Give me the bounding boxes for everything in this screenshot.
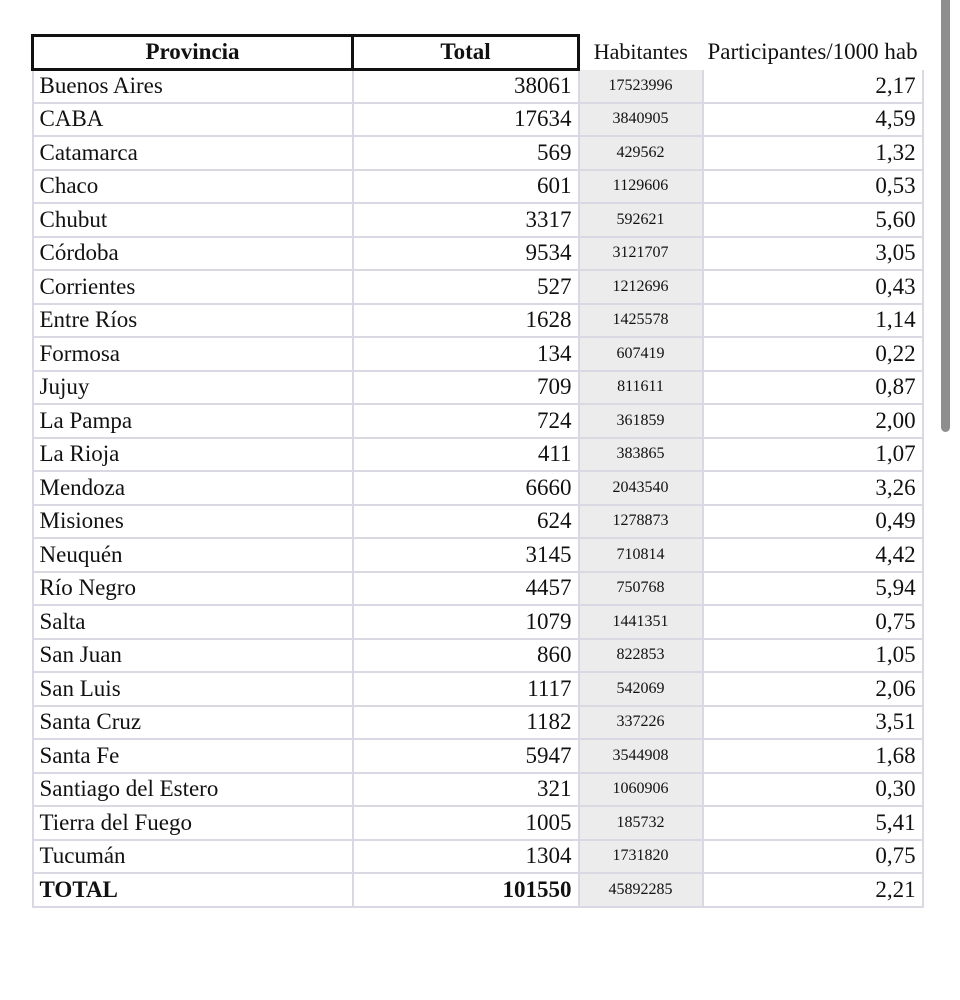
table-row xyxy=(33,572,923,606)
cell-participantes: 1,14 xyxy=(703,304,923,338)
cell-habitantes: 811611 xyxy=(579,371,703,405)
cell-provincia: TOTAL xyxy=(33,873,353,907)
cell-provincia: Santa Cruz xyxy=(33,706,353,740)
cell-habitantes: 1441351 xyxy=(579,605,703,639)
table-row xyxy=(33,639,923,673)
cell-habitantes: 3544908 xyxy=(579,739,703,773)
cell-provincia: Corrientes xyxy=(33,270,353,304)
cell-total: 1182 xyxy=(353,706,579,740)
cell-provincia: San Juan xyxy=(33,639,353,673)
cell-habitantes: 2043540 xyxy=(579,471,703,505)
table-row xyxy=(33,840,923,874)
cell-participantes: 5,41 xyxy=(703,806,923,840)
header-habitantes: Habitantes xyxy=(579,36,703,70)
cell-total: 6660 xyxy=(353,471,579,505)
cell-participantes: 2,06 xyxy=(703,672,923,706)
cell-participantes: 0,49 xyxy=(703,505,923,539)
table-row xyxy=(33,538,923,572)
cell-provincia: Córdoba xyxy=(33,237,353,271)
table-row xyxy=(33,505,923,539)
cell-provincia: Santiago del Estero xyxy=(33,773,353,807)
cell-provincia: Tucumán xyxy=(33,840,353,874)
table-row xyxy=(33,203,923,237)
cell-total: 3145 xyxy=(353,538,579,572)
cell-total: 527 xyxy=(353,270,579,304)
cell-total: 3317 xyxy=(353,203,579,237)
cell-total: 38061 xyxy=(353,69,579,103)
cell-provincia: Formosa xyxy=(33,337,353,371)
cell-total: 601 xyxy=(353,170,579,204)
cell-total: 624 xyxy=(353,505,579,539)
table-row xyxy=(33,605,923,639)
cell-provincia: Salta xyxy=(33,605,353,639)
cell-total: 709 xyxy=(353,371,579,405)
cell-provincia: Misiones xyxy=(33,505,353,539)
cell-habitantes: 1212696 xyxy=(579,270,703,304)
cell-total: 321 xyxy=(353,773,579,807)
cell-participantes: 0,30 xyxy=(703,773,923,807)
cell-participantes: 2,21 xyxy=(703,873,923,907)
cell-habitantes: 1278873 xyxy=(579,505,703,539)
cell-total: 1628 xyxy=(353,304,579,338)
table-row xyxy=(33,103,923,137)
cell-habitantes: 1060906 xyxy=(579,773,703,807)
cell-habitantes: 337226 xyxy=(579,706,703,740)
cell-participantes: 1,32 xyxy=(703,136,923,170)
cell-habitantes: 1425578 xyxy=(579,304,703,338)
table-row xyxy=(33,773,923,807)
cell-participantes: 1,68 xyxy=(703,739,923,773)
header-provincia: Provincia xyxy=(33,36,353,70)
cell-provincia: Neuquén xyxy=(33,538,353,572)
cell-provincia: Jujuy xyxy=(33,371,353,405)
cell-participantes: 3,05 xyxy=(703,237,923,271)
cell-participantes: 0,75 xyxy=(703,605,923,639)
cell-habitantes: 592621 xyxy=(579,203,703,237)
cell-provincia: La Rioja xyxy=(33,438,353,472)
table-row xyxy=(33,237,923,271)
cell-provincia: Tierra del Fuego xyxy=(33,806,353,840)
table-row xyxy=(33,739,923,773)
cell-participantes: 4,42 xyxy=(703,538,923,572)
table-header-row xyxy=(33,36,923,70)
cell-habitantes: 750768 xyxy=(579,572,703,606)
cell-habitantes: 17523996 xyxy=(579,69,703,103)
cell-participantes: 1,05 xyxy=(703,639,923,673)
cell-habitantes: 822853 xyxy=(579,639,703,673)
cell-provincia: Entre Ríos xyxy=(33,304,353,338)
cell-total: 1079 xyxy=(353,605,579,639)
cell-participantes: 2,00 xyxy=(703,404,923,438)
table-row xyxy=(33,438,923,472)
table-row xyxy=(33,471,923,505)
cell-habitantes: 542069 xyxy=(579,672,703,706)
header-total: Total xyxy=(353,36,579,70)
cell-habitantes: 185732 xyxy=(579,806,703,840)
cell-habitantes: 3121707 xyxy=(579,237,703,271)
cell-total: 724 xyxy=(353,404,579,438)
cell-total: 1117 xyxy=(353,672,579,706)
cell-habitantes: 1731820 xyxy=(579,840,703,874)
header-participantes: Participantes/1000 hab xyxy=(703,36,923,70)
province-participation-table xyxy=(31,34,924,908)
cell-participantes: 0,75 xyxy=(703,840,923,874)
cell-participantes: 4,59 xyxy=(703,103,923,137)
cell-total: 101550 xyxy=(353,873,579,907)
table-row xyxy=(33,806,923,840)
table-row xyxy=(33,69,923,103)
cell-total: 1304 xyxy=(353,840,579,874)
cell-participantes: 0,53 xyxy=(703,170,923,204)
cell-provincia: San Luis xyxy=(33,672,353,706)
table-total-row xyxy=(33,873,923,907)
cell-habitantes: 710814 xyxy=(579,538,703,572)
cell-habitantes: 1129606 xyxy=(579,170,703,204)
cell-participantes: 5,60 xyxy=(703,203,923,237)
cell-habitantes: 383865 xyxy=(579,438,703,472)
cell-provincia: Mendoza xyxy=(33,471,353,505)
table-row xyxy=(33,371,923,405)
cell-participantes: 0,43 xyxy=(703,270,923,304)
cell-total: 569 xyxy=(353,136,579,170)
table-row xyxy=(33,136,923,170)
cell-total: 411 xyxy=(353,438,579,472)
cell-provincia: Santa Fe xyxy=(33,739,353,773)
cell-provincia: Buenos Aires xyxy=(33,69,353,103)
cell-habitantes: 45892285 xyxy=(579,873,703,907)
table-row xyxy=(33,706,923,740)
cell-total: 860 xyxy=(353,639,579,673)
cell-provincia: CABA xyxy=(33,103,353,137)
cell-total: 5947 xyxy=(353,739,579,773)
table-row xyxy=(33,170,923,204)
cell-habitantes: 607419 xyxy=(579,337,703,371)
cell-provincia: Río Negro xyxy=(33,572,353,606)
cell-participantes: 3,26 xyxy=(703,471,923,505)
table-row xyxy=(33,337,923,371)
table-row xyxy=(33,270,923,304)
table-row xyxy=(33,672,923,706)
cell-total: 1005 xyxy=(353,806,579,840)
cell-participantes: 0,87 xyxy=(703,371,923,405)
cell-total: 134 xyxy=(353,337,579,371)
cell-participantes: 0,22 xyxy=(703,337,923,371)
cell-participantes: 2,17 xyxy=(703,69,923,103)
cell-participantes: 1,07 xyxy=(703,438,923,472)
cell-total: 9534 xyxy=(353,237,579,271)
cell-participantes: 3,51 xyxy=(703,706,923,740)
cell-total: 4457 xyxy=(353,572,579,606)
cell-provincia: La Pampa xyxy=(33,404,353,438)
table-row xyxy=(33,304,923,338)
table-row xyxy=(33,404,923,438)
cell-habitantes: 3840905 xyxy=(579,103,703,137)
cell-habitantes: 429562 xyxy=(579,136,703,170)
cell-habitantes: 361859 xyxy=(579,404,703,438)
cell-total: 17634 xyxy=(353,103,579,137)
cell-participantes: 5,94 xyxy=(703,572,923,606)
vertical-scrollbar-thumb[interactable] xyxy=(941,0,950,432)
cell-provincia: Catamarca xyxy=(33,136,353,170)
cell-provincia: Chubut xyxy=(33,203,353,237)
cell-provincia: Chaco xyxy=(33,170,353,204)
